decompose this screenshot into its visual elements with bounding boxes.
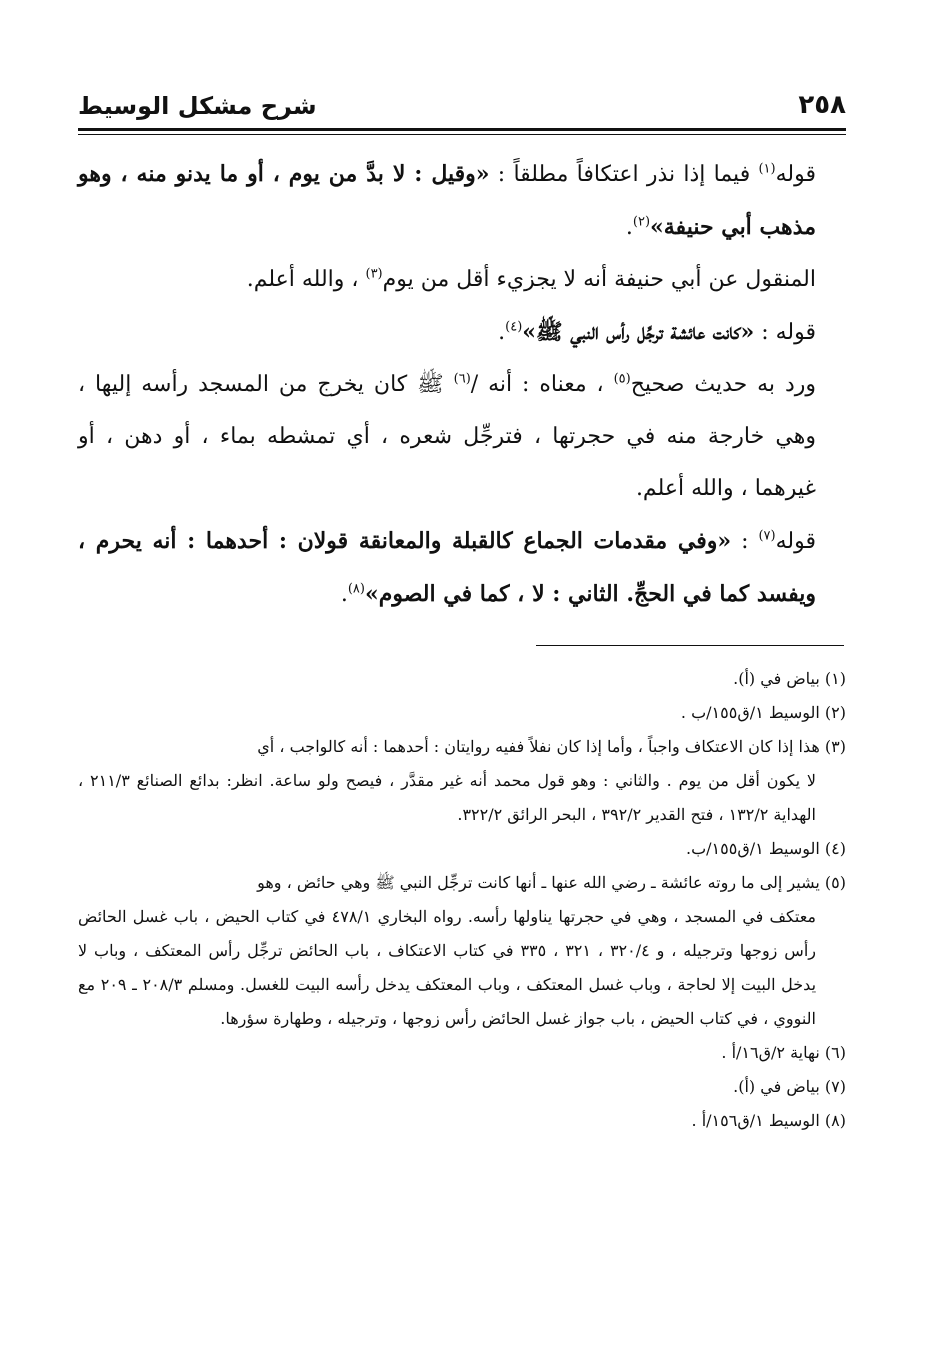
text-run: ﷺ كان يخرج من المسجد رأسه إليها ، وهي خارجة منه في حجرتها ، فترجِّل شعره ، أي تمشطه بماء ، أو دهن ، أو غيرهما ، والله أعلم. [78, 372, 816, 501]
text-run: قوله [775, 162, 816, 187]
footnote-ref: (٨) [347, 581, 365, 597]
footnote-1: (١) بياض في (أ). [733, 669, 846, 688]
quoted-text: «كانت عائشة ترجِّل رأس النبي ﷺ» [522, 319, 755, 345]
main-text [78, 148, 846, 621]
footnote-4: (٤) الوسيط ١/ق١٥٥/ب. [686, 839, 846, 858]
text-run: . [340, 582, 348, 607]
text-run: ورد به حديث صحيح [630, 372, 817, 397]
footnote-ref: (٥) [613, 371, 631, 387]
footnote-2: (٢) الوسيط ١/ق١٥٥/ب . [680, 703, 846, 722]
quoted-text: «وقيل : لا بدَّ من يوم ، أو ما يدنو منه ، وهو مذهب أبي حنيفة» [78, 161, 816, 240]
page-number: ٢٥٨ [798, 90, 846, 120]
paragraph-3 [78, 306, 846, 359]
text-run: . [498, 320, 506, 345]
footnote-5: (٥) يشير إلى ما روته عائشة ـ رضي الله عنها ـ أنها كانت ترجِّل النبي ﷺ وهي حائض ، وهو [257, 873, 846, 892]
text-run: المنقول عن أبي حنيفة أنه لا يجزيء أقل من يوم [382, 267, 816, 292]
text-run: فيما إذا نذر اعتكافاً مطلقاً : [489, 162, 759, 187]
footnote-8: (٨) الوسيط ١/ق١٥٦/أ . [691, 1111, 846, 1130]
header-rule-thick [78, 128, 846, 131]
footnote-ref: (١) [758, 161, 776, 177]
quoted-text: «وفي مقدمات الجماع كالقبلة والمعانقة قولان : أحدهما : أنه يحرم ، ويفسد كما في الحجِّ. الثاني : لا ، كما في الصوم» [78, 528, 816, 607]
paragraph-2 [78, 254, 846, 306]
text-run: قوله [775, 529, 816, 554]
text-run: : [731, 529, 759, 554]
page-header [78, 88, 846, 128]
footnote-5-continued: معتكف في المسجد ، وهي في حجرتها يناولها رأسه. رواه البخاري ٤٧٨/١ في كتاب الحيض ، باب غسل الحائض رأس زوجها وترجيله ، و ٣٢٠/٤ ، ٣٢١ ، ٣٣٥ في كتاب الاعتكاف ، باب الحائض ترجِّل رأس المعتكف ، وباب لا يدخل البيت إلا لحاجة ، وباب غسل المعتكف ، وباب المعتكف يدخل رأسه البيت للغسل. ومسلم ٢٠٨/٣ ـ ٢٠٩ مع النووي ، في كتاب الحيض ، باب جواز غسل الحائض رأس زوجها ، وترجيله ، وطهارة سؤرها. [78, 907, 817, 1028]
text-run: ، معناه : أنه / [470, 372, 614, 397]
footnote-ref: (٤) [505, 319, 523, 335]
text-run: ، والله أعلم. [246, 267, 366, 292]
footnote-ref: (٢) [632, 214, 651, 230]
footnote-3: (٣) هذا إذا كان الاعتكاف واجباً ، وأما إذا كان نفلاً ففيه روايتان : أحدهما : أنه كالواجب ، أي [257, 737, 846, 756]
footnote-ref: (٣) [365, 266, 383, 282]
paragraph-4 [78, 359, 846, 515]
text-run: . [625, 215, 633, 240]
footnote-3-continued: لا يكون أقل من يوم . والثاني : وهو قول محمد أنه غير مقدَّر ، فيصح ولو ساعة. انظر: بدائع الصنائع ٢١١/٣ ، الهداية ١٣٢/٢ ، فتح القدير ٣٩٢/٢ ، البحر الرائق ٣٢٢/٢. [78, 771, 817, 824]
running-title: شرح مشكل الوسيط [78, 92, 317, 120]
footnote-7: (٧) بياض في (أ). [733, 1077, 846, 1096]
paragraph-1 [78, 148, 846, 254]
footnote-6: (٦) نهاية ٢/ق١٦/أ . [721, 1043, 846, 1062]
footnote-separator [536, 645, 844, 646]
text-run: قوله : [754, 320, 816, 345]
header-rule-thin [78, 134, 846, 135]
footnotes [78, 662, 846, 1138]
paragraph-5 [78, 515, 846, 621]
footnote-ref: (٧) [758, 528, 776, 544]
footnote-ref: (٦) [453, 371, 471, 387]
